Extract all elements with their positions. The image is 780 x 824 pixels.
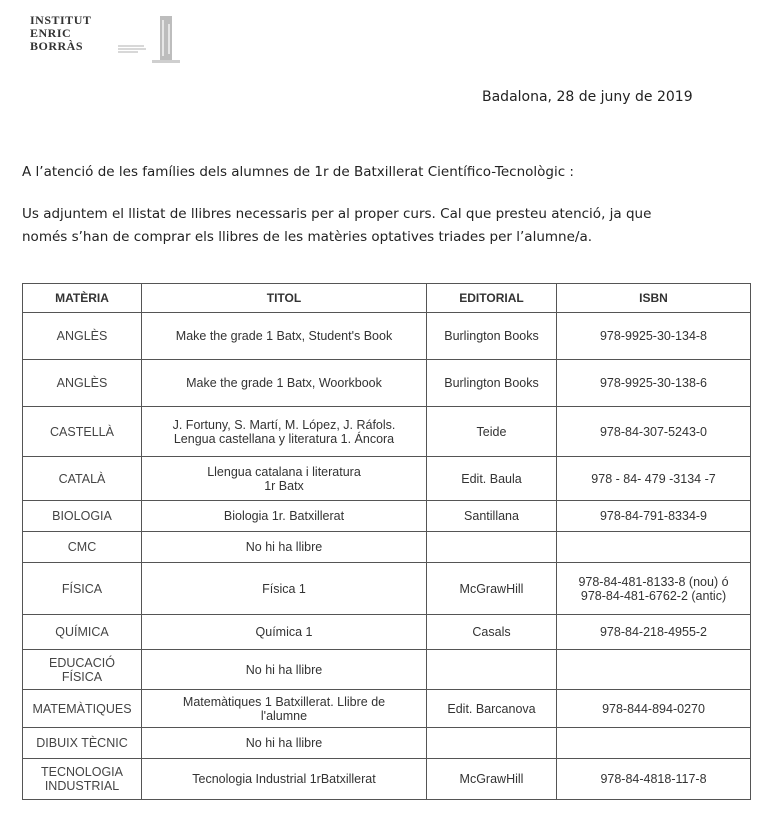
logo-line: INSTITUT xyxy=(30,13,92,27)
cell-line: 978 - 84- 479 -3134 -7 xyxy=(591,471,716,486)
cell-line: l'alumne xyxy=(260,708,308,723)
cell-isbn xyxy=(557,532,751,563)
cell-editorial: Santillana xyxy=(427,501,557,532)
cell-materia xyxy=(23,615,142,650)
cell-titol xyxy=(142,313,427,360)
table-header-row xyxy=(23,284,751,313)
cell-editorial: McGrawHill xyxy=(427,563,557,615)
cell-editorial: Casals xyxy=(427,615,557,650)
table-row xyxy=(23,759,751,800)
table-row xyxy=(23,532,751,563)
cell-materia xyxy=(23,457,142,501)
cell-line: Llengua catalana i literatura xyxy=(207,464,361,479)
cell-line: 978-84-791-8334-9 xyxy=(599,509,708,523)
cell-isbn xyxy=(557,690,751,728)
table-row xyxy=(23,501,751,532)
cell-line: 978-9925-30-134-8 xyxy=(599,329,708,343)
cell-editorial xyxy=(427,532,557,563)
cell-titol xyxy=(142,690,427,728)
cell-isbn xyxy=(557,728,751,759)
cell-titol xyxy=(142,532,427,563)
cell-isbn xyxy=(557,650,751,690)
cell-isbn xyxy=(557,360,751,407)
cell-line: TECNOLOGIA xyxy=(41,765,123,779)
cell-line: Make the grade 1 Batx, Woorkbook xyxy=(186,376,382,390)
table-row xyxy=(23,313,751,360)
cell-line: 978-84-307-5243-0 xyxy=(599,424,708,439)
table-row xyxy=(23,690,751,728)
cell-line: EDUCACIÓ xyxy=(49,655,115,670)
cell-line: CMC xyxy=(67,540,97,554)
table-row xyxy=(23,728,751,759)
cell-editorial: Edit. Baula xyxy=(427,457,557,501)
logo-line: BORRÀS xyxy=(30,39,84,53)
logo-text xyxy=(30,14,91,53)
column-header-editorial: EDITORIAL xyxy=(427,284,557,313)
cell-materia xyxy=(23,690,142,728)
cell-materia xyxy=(23,728,142,759)
cell-isbn xyxy=(557,313,751,360)
cell-line: 978-9925-30-138-6 xyxy=(599,376,708,390)
cell-editorial xyxy=(427,650,557,690)
cell-isbn xyxy=(557,759,751,800)
table-row xyxy=(23,360,751,407)
cell-line: J. Fortuny, S. Martí, M. López, J. Ráfols. xyxy=(172,417,396,432)
cell-line: 978-84-4818-117-8 xyxy=(600,772,707,786)
cell-titol xyxy=(142,563,427,615)
cell-line: Lengua castellana y literatura 1. Áncora xyxy=(173,431,395,446)
cell-titol xyxy=(142,728,427,759)
cell-line: ANGLÈS xyxy=(56,329,108,343)
cell-line: BIOLOGIA xyxy=(52,509,112,523)
column-header-titol: TITOL xyxy=(142,284,427,313)
cell-line: Matemàtiques 1 Batxillerat. Llibre de xyxy=(182,694,386,709)
cell-editorial: Teide xyxy=(427,407,557,457)
cell-titol xyxy=(142,360,427,407)
logo-line: ENRIC xyxy=(30,26,72,40)
cell-line: No hi ha llibre xyxy=(245,662,323,677)
cell-line: 978-844-894-0270 xyxy=(602,701,705,716)
cell-line: INDUSTRIAL xyxy=(44,779,120,793)
intro-paragraph xyxy=(22,203,722,249)
cell-editorial xyxy=(427,728,557,759)
cell-line: 978-84-481-6762-2 (antic) xyxy=(580,588,727,603)
cell-titol xyxy=(142,759,427,800)
cell-isbn xyxy=(557,407,751,457)
table-body xyxy=(23,313,751,800)
cell-materia xyxy=(23,759,142,800)
cell-isbn xyxy=(557,501,751,532)
letter-date: Badalona, 28 de juny de 2019 xyxy=(482,89,693,105)
cell-line: FÍSICA xyxy=(61,581,103,596)
cell-line: Física 1 xyxy=(262,581,306,596)
cell-materia xyxy=(23,407,142,457)
cell-titol xyxy=(142,407,427,457)
column-header-materia: MATÈRIA xyxy=(23,284,142,313)
cell-titol xyxy=(142,615,427,650)
cell-titol xyxy=(142,501,427,532)
cell-line: DIBUIX TÈCNIC xyxy=(36,736,128,750)
cell-editorial: Edit. Barcanova xyxy=(427,690,557,728)
cell-line: CATALÀ xyxy=(58,471,106,486)
intro-line: Us adjuntem el llistat de llibres necessaris per al proper curs. Cal que presteu atenció, ja que xyxy=(22,206,652,222)
cell-materia xyxy=(23,563,142,615)
cell-isbn xyxy=(557,457,751,501)
cell-line: 978-84-218-4955-2 xyxy=(599,625,708,639)
column-header-isbn: ISBN xyxy=(557,284,751,313)
logo-subtitle-mark xyxy=(118,44,148,54)
cell-line: 1r Batx xyxy=(264,478,304,493)
cell-line: 978-84-481-8133-8 (nou) ó xyxy=(578,574,729,589)
intro-line: només s’han de comprar els llibres de les matèries optatives triades per l’alumne/a. xyxy=(22,229,593,245)
cell-materia xyxy=(23,360,142,407)
cell-editorial: McGrawHill xyxy=(427,759,557,800)
cell-materia xyxy=(23,532,142,563)
cell-isbn xyxy=(557,563,751,615)
book-list-table xyxy=(22,283,751,800)
cell-titol xyxy=(142,650,427,690)
table-row xyxy=(23,615,751,650)
cell-materia xyxy=(23,650,142,690)
table-row xyxy=(23,563,751,615)
cell-line: Tecnologia Industrial 1rBatxillerat xyxy=(192,772,376,786)
cell-line: No hi ha llibre xyxy=(245,736,323,750)
cell-line: Biologia 1r. Batxillerat xyxy=(223,509,345,523)
cell-line: MATEMÀTIQUES xyxy=(32,701,132,716)
tower-icon xyxy=(148,14,184,66)
cell-line: No hi ha llibre xyxy=(245,540,323,554)
school-logo xyxy=(30,14,180,66)
cell-line: Make the grade 1 Batx, Student's Book xyxy=(175,329,393,343)
cell-line: FÍSICA xyxy=(61,669,103,684)
cell-line: CASTELLÀ xyxy=(50,424,114,439)
cell-isbn xyxy=(557,615,751,650)
cell-editorial: Burlington Books xyxy=(427,360,557,407)
cell-line: QUÍMICA xyxy=(55,625,109,639)
table-row xyxy=(23,407,751,457)
cell-titol xyxy=(142,457,427,501)
cell-materia xyxy=(23,313,142,360)
table-row xyxy=(23,650,751,690)
salutation: A l’atenció de les famílies dels alumnes de 1r de Batxillerat Científico-Tecnològic : xyxy=(22,164,574,180)
cell-line: ANGLÈS xyxy=(56,376,108,390)
table-row xyxy=(23,457,751,501)
cell-editorial: Burlington Books xyxy=(427,313,557,360)
cell-materia xyxy=(23,501,142,532)
cell-line: Química 1 xyxy=(255,625,313,639)
